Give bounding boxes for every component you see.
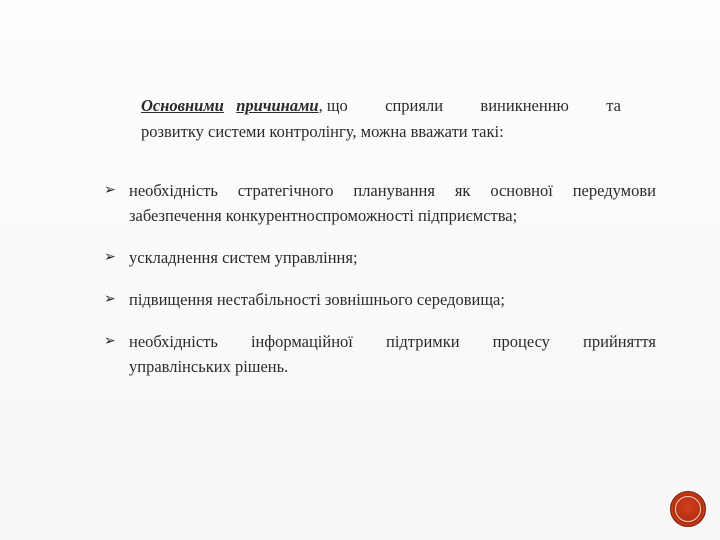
bullet-word: інформаційної — [250, 332, 353, 351]
bullet-word: основної — [490, 181, 553, 200]
bullet-word: планування — [353, 181, 435, 200]
intro-word: , що — [318, 96, 348, 115]
bullet-item — [104, 329, 656, 379]
bullet-line — [129, 329, 656, 354]
bullet-line: забезпечення конкурентноспроможності підприємства; — [129, 206, 518, 225]
bullet-word: прийняття — [583, 332, 656, 351]
arrow-bullet-icon: ➢ — [104, 182, 116, 198]
bullet-line: підвищення нестабільності зовнішнього середовища; — [129, 290, 505, 309]
bullet-word: процесу — [492, 332, 550, 351]
bullet-item — [104, 287, 656, 312]
intro-word: сприяли — [385, 96, 444, 115]
arrow-bullet-icon: ➢ — [104, 291, 116, 307]
bullet-word: необхідність — [129, 181, 218, 200]
intro-line-1 — [141, 93, 621, 119]
arrow-bullet-icon: ➢ — [104, 249, 116, 265]
intro-line-2: розвитку системи контролінгу, можна вважати такі: — [141, 122, 504, 141]
intro-emphasis-2: причинами — [236, 96, 319, 115]
intro-word: та — [606, 96, 621, 115]
bullet-word: підтримки — [385, 332, 460, 351]
bullet-line: ускладнення систем управління; — [129, 248, 358, 267]
bullet-word: необхідність — [129, 332, 218, 351]
slide-nav-button[interactable] — [670, 491, 706, 527]
intro-phrase — [141, 93, 348, 119]
bullet-item — [104, 178, 656, 228]
bullet-line: управлінських рішень. — [129, 357, 289, 376]
bullet-word: стратегічного — [237, 181, 334, 200]
intro-word: виникненню — [480, 96, 569, 115]
arrow-bullet-icon: ➢ — [104, 333, 116, 349]
intro-paragraph — [141, 93, 621, 145]
bullet-item — [104, 245, 656, 270]
bullet-list — [104, 178, 656, 379]
bullet-line — [129, 178, 656, 203]
intro-emphasis-1: Основними — [141, 96, 224, 115]
bullet-word: як — [454, 181, 471, 200]
bullet-word: передумови — [572, 181, 656, 200]
